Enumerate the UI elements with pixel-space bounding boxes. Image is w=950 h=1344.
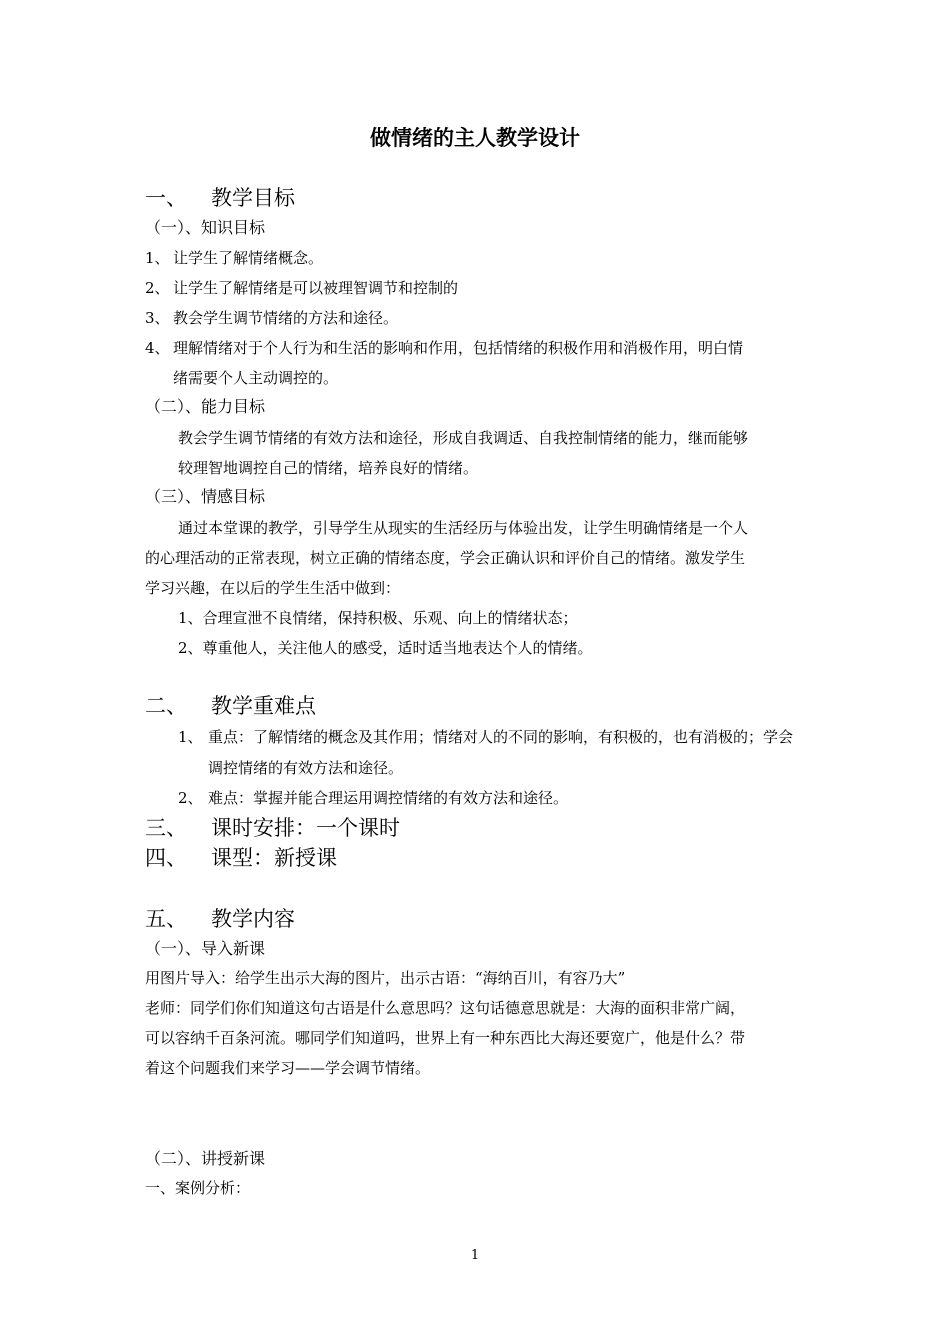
paragraph-line: 可以容纳千百条河流。哪同学们知道吗，世界上有一种东西比大海还要宽广，他是什么？带	[145, 1029, 746, 1047]
section-heading-4	[145, 844, 337, 872]
page-number: 1	[470, 1248, 480, 1263]
section-number: 二、	[145, 694, 187, 718]
section-heading-1	[145, 184, 295, 212]
list-item: 2、尊重他人，关注他人的感受，适时适当地表达个人的情绪。	[178, 639, 593, 657]
subsection-heading: （一）、导入新课	[145, 939, 266, 958]
list-item: 2、 难点：掌握并能合理运用调控情绪的有效方法和途径。	[178, 789, 569, 807]
paragraph-line: 通过本堂课的教学，引导学生从现实的生活经历与体验出发，让学生明确情绪是一个人	[178, 519, 749, 537]
subsection-heading: （二）、能力目标	[145, 397, 266, 416]
paragraph-line: 用图片导入：给学生出示大海的图片，出示古语：“海纳百川，有容乃大”	[145, 969, 626, 987]
list-item-continuation: 绪需要个人主动调控的。	[173, 369, 339, 387]
section-title: 课型：新授课	[211, 846, 337, 870]
list-item: 1、合理宣泄不良情绪，保持积极、乐观、向上的情绪状态；	[178, 609, 578, 627]
page-title: 做情绪的主人教学设计	[370, 126, 580, 150]
paragraph-line: 学习兴趣，在以后的学生生活中做到：	[145, 579, 401, 597]
paragraph-line: 较理智地调控自己的情绪，培养良好的情绪。	[178, 459, 479, 477]
section-number: 四、	[145, 846, 187, 870]
paragraph-line: 一、案例分析：	[145, 1179, 251, 1197]
subsection-heading: （一）、知识目标	[145, 218, 266, 237]
section-title: 教学内容	[211, 907, 295, 931]
subsection-heading: （二）、讲授新课	[145, 1149, 266, 1168]
section-title: 课时安排：一个课时	[211, 816, 400, 840]
list-item: 1、 让学生了解情绪概念。	[145, 249, 324, 267]
subsection-heading: （三）、情感目标	[145, 487, 266, 506]
list-item: 3、 教会学生调节情绪的方法和途径。	[145, 309, 399, 327]
paragraph-line: 着这个问题我们来学习——学会调节情绪。	[145, 1059, 431, 1077]
paragraph-line: 教会学生调节情绪的有效方法和途径，形成自我调适、自我控制情绪的能力，继而能够	[178, 429, 749, 447]
section-number: 五、	[145, 907, 187, 931]
section-heading-2	[145, 692, 316, 720]
section-heading-5	[145, 905, 295, 933]
paragraph-line: 的心理活动的正常表现，树立正确的情绪态度，学会正确认识和评价自己的情绪。激发学生	[145, 549, 746, 567]
list-item: 1、 重点：了解情绪的概念及其作用；情绪对人的不同的影响，有积极的，也有消极的；学会	[178, 728, 794, 746]
paragraph-line: 老师：同学们你们知道这句古语是什么意思吗？这句话德意思就是：大海的面积非常广阔，	[145, 999, 746, 1017]
list-item: 2、 让学生了解情绪是可以被理智调节和控制的	[145, 279, 459, 297]
section-title: 教学重难点	[211, 694, 316, 718]
list-item: 4、 理解情绪对于个人行为和生活的影响和作用，包括情绪的积极作用和消极作用，明白情	[145, 339, 744, 357]
section-heading-3	[145, 814, 400, 842]
section-title: 教学目标	[211, 186, 295, 210]
section-number: 三、	[145, 816, 187, 840]
list-item-continuation: 调控情绪的有效方法和途径。	[208, 759, 404, 777]
section-number: 一、	[145, 186, 187, 210]
